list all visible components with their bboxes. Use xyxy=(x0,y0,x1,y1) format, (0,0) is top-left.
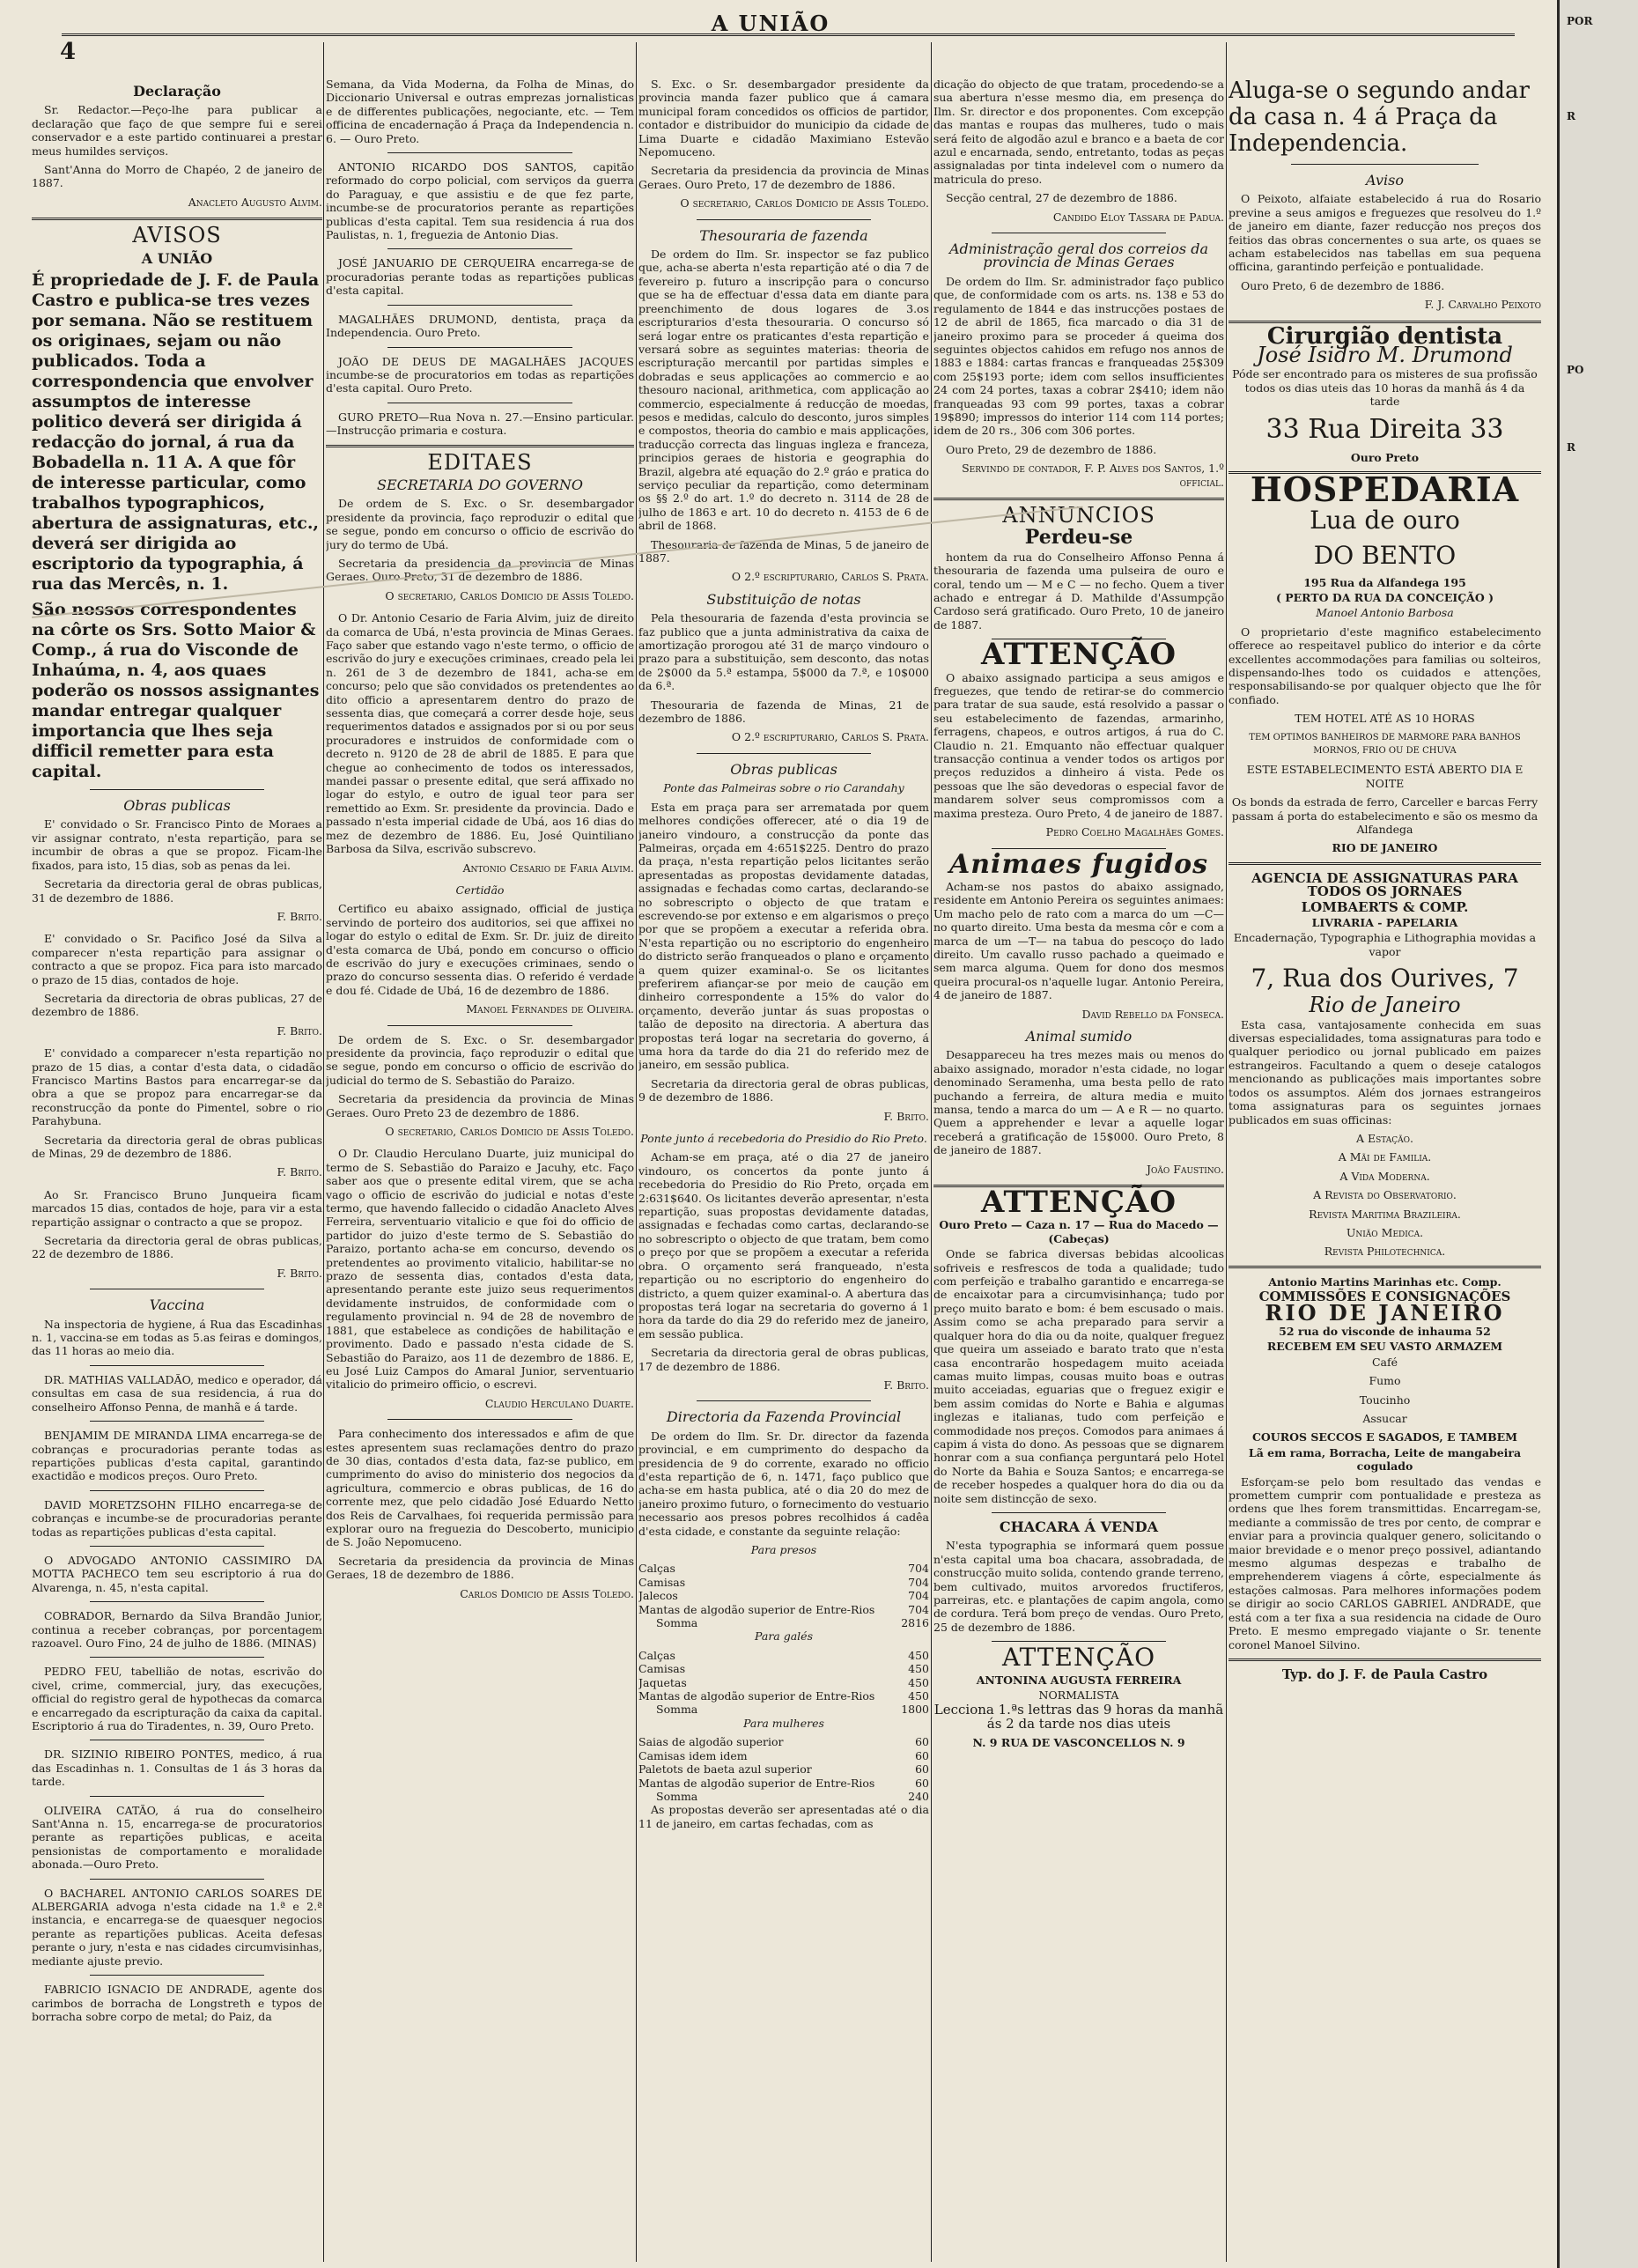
declaracao-title: Declaração xyxy=(133,83,221,100)
thesouraria-date: Thesouraria de fazenda de Minas, 5 de janeiro de 1887. xyxy=(638,537,929,565)
hospedaria-baths: TEM OPTIMOS BANHEIROS DE MARMORE PARA BANHOS MORNOS, FRIO OU DE CHUVA xyxy=(1249,732,1521,756)
item-name: Somma xyxy=(656,1789,698,1803)
livraria-label: LIVRARIA - PAPELARIA xyxy=(1311,916,1458,930)
professional-card: DAVID MORETZSOHN FILHO encarrega-se de cobranças e incumbe-se de procuradorias perante todas as repartições publicas d'esta capital. xyxy=(32,1497,322,1539)
item-qty: 704 xyxy=(908,1602,929,1616)
lombaerts-name: LOMBAERTS & COMP. xyxy=(1301,898,1469,915)
professional-card: DR. MATHIAS VALLADÃO, medico e operador, dá consultas em casa de sua residencia, á rua do conselheiro Affonso Penna, de manhã e á tarde. xyxy=(32,1372,322,1414)
substituicao-heading: Substituição de notas xyxy=(706,590,861,608)
item-qty: 704 xyxy=(908,1589,929,1603)
inhauma-address: 52 rua do visconde de inhauma 52 xyxy=(1279,1324,1491,1338)
obras-item-secretaria: Secretaria da directoria de obras publicas, 27 de dezembro de 1886. xyxy=(32,991,322,1019)
table-row xyxy=(638,1649,929,1662)
aviso-date: Ouro Preto, 6 de dezembro de 1886. xyxy=(1241,278,1445,292)
obras-item-signature: F. Brito. xyxy=(277,1023,322,1038)
professional-card: ANTONIO RICARDO DOS SANTOS, capitão reformado do corpo policial, com serviços da guerra do Paraguay, e que assistiu e de que fez parte, incumbe-se de procuratorios perante as repartições publicas d'esta capital. Tem sua residencia á rua dos Paulistas, n. 1, freguezia de Antonio Dias. xyxy=(326,160,634,242)
vaccina-heading: Vaccina xyxy=(149,1297,205,1314)
dentist-address: 33 Rua Direita 33 xyxy=(1265,413,1504,445)
obras-item-text: E' convidado o Sr. Francisco Pinto de Moraes a vir assignar contrato, n'esta repartição, para se incumbir de obras a que se propoz. Ficam-lhe fixados, para isto, 15 dias, sob as penas da lei. xyxy=(32,817,322,872)
item-name: Calças xyxy=(638,1562,675,1576)
divider xyxy=(90,1975,264,1976)
column-divider xyxy=(1226,42,1227,2262)
thesouraria-signature: O 2.º escripturario, Carlos S. Prata. xyxy=(731,570,929,584)
aviso-text: O Peixoto, alfaiate estabelecido á rua do Rosario previne a seus amigos e freguezes que resolveu do 1.º de janeiro em diante, fazer reducção nos preços dos feitios das obras concernentes o sua arte, os quaes se acham estabelecidos nas tabellas em sua pequena officina, garantindo perfeição e pontualidade. xyxy=(1228,192,1541,274)
divider xyxy=(933,498,1224,500)
marinhas-text: Esforçam-se pelo bom resultado das vendas e promettem cumprir com pontualidade e presteza as ordens que lhes forem transmittidas. Encarregam-se, mediante a commissão de tres por cento, de comprar e enviar para a provincia qualquer genero, solicitando o maior brevidade e o menor preço possivel, adiantando mesmo algumas despezas e trabalho de emprehenderem viagens á côrte, especialmente ás estações calmosas. Para melhores informações podem se dirigir ao socio CARLOS GABRIEL ANDRADE, que está com a ter fixa a sua residencia na cidade de Ouro Preto. E mesmo empregado viajante o Sr. tenente coronel Manoel Silvino. xyxy=(1228,1474,1541,1651)
divider xyxy=(697,753,871,754)
column-4 xyxy=(933,78,1224,2262)
edge-text: R xyxy=(1567,441,1575,454)
table-row xyxy=(638,1562,929,1575)
declaracao-signature: Anacleto Augusto Alvim. xyxy=(188,195,322,209)
table-row xyxy=(638,1703,929,1716)
continued-text: Semana, da Vida Moderna, da Folha de Minas, do Diccionario Universal e outras emprezas jornalisticas e de differentes publicações, negociante, etc. — Tem officina de encadernação á Praça da Independencia n. 6. — Ouro Preto. xyxy=(326,78,634,145)
rio-heading: RIO DE JANEIRO xyxy=(1265,1299,1505,1326)
obras-text: Acham-se em praça, até o dia 27 de janeiro vindouro, os concertos da ponte junto á recebedoria do Presidio do Rio Preto, orçada em 2:631$640. Os licitantes deverão apresentar, n'esta repartição, suas propostas devidamente datadas, assignadas e fechadas como cartas, declarando-se no sobrescripto o objecto de que tratam, bem como o preço por que se propõem a executar a referida obra. O orçamento será franqueado, n'esta repartição ou no escriptorio do engenheiro do districto, a quem quizer examinal-o. A abertura das propostas terá logar na secretaria do governo á 1 hora da tarde do dia 29 do referido mez de janeiro, em sessão publica. xyxy=(638,1150,929,1341)
la-line: Lã em rama, Borracha, Leite de mangabeira cogulado xyxy=(1248,1445,1522,1474)
professional-card: BENJAMIM DE MIRANDA LIMA encarrega-se de cobranças e procuradorias perante todas as repartições publicas d'esta capital, garantindo exactidão e modicos preços. Ouro Preto. xyxy=(32,1429,322,1483)
masthead-bar xyxy=(26,4,1515,65)
edital-signature: Antonio Cesario de Faria Alvim. xyxy=(462,861,634,875)
correspondents-notice: São nossos correspondentes na côrte os Srs. Sotto Maior & Comp., á rua do Visconde de Inhaúma, n. 4, aos quaes poderão os nossos assignantes mandar entregar qualquer importancia que lhes seja difficil remetter para esta capital. xyxy=(32,600,320,782)
column-divider xyxy=(323,42,324,2262)
divider xyxy=(90,1796,264,1797)
divider xyxy=(387,1025,572,1026)
thesouraria-text: De ordem do Ilm. Sr. inspector se faz publico que, acha-se aberta n'esta repartição até o dia 7 de fevereiro p. futuro a inscripção para o concurso que se ha de effectuar d'essa data em diante para preenchimento de dous logares de 3.os escripturarios d'esta thesouraria. O concurso só será logar entre os praticantes d'esta repartição e versará sobre as seguintes materias: theoria de escripturação mercantil por partidas simples e dobradas e seus applicações ao commercio e ao thesouro nacional, arithmetica, com applicação ao commercio, especialmente á reducção de moedas, pesos e medidas, calculo do desconto, juros simples e compostos, theoria do cambio e mais applicações, traducção correcta das linguas ingleza e franceza, principios geraes de historia e geographia do Brazil, algebra até equação do 2.º gráo e pratica do serviço peculiar da repartição, como determinam os §§ 2.º do art. 1.º do decreto n. 3114 de 28 de julho de 1863 e art. 10 do decreto n. 4153 de 6 de abril de 1868. xyxy=(638,247,929,533)
edital-secretaria: Secretaria da presidencia da provincia de Minas Geraes. Ouro Preto 23 de dezembro de 1886. xyxy=(326,1092,634,1119)
agencia-text: Esta casa, vantajosamente conhecida em suas diversas especialidades, toma assignaturas para todo e qualquer periodico ou jornal publicado em paizes estrangeiros. Facultando a quem o deseje catalogos mencionando as publicações mais importantes sobre todos os assumptos. Além dos jornaes estrangeiros toma assignaturas para os seguintes jornaes publicados em suas officinas: xyxy=(1228,1017,1541,1127)
table-row xyxy=(638,1790,929,1803)
divider xyxy=(1228,862,1541,865)
directoria-tail: As propostas deverão ser apresentadas até o dia 11 de janeiro, em cartas fechadas, com as xyxy=(638,1803,929,1830)
attencao-signature: Pedro Coelho Magalhães Gomes. xyxy=(1045,825,1224,839)
casa-text: Onde se fabrica diversas bebidas alcoolicas sofriveis e resfrescos de toda a qualidade; tudo com perfeição e trabalho garantido e encarrega-se de encaixotar para a circumvisinhança; tudo por preço muito barato e bom: é bem escusado o mais. Assim como se acha preparado para servir a qualquer hora do dia ou da noite, qualquer freguez que queira um asseiado e barato trato que n'esta casa encontrarão hospedagem muito aceiada camas muito limpas, cousas muito boas e outras muito acceiadas, eguarias que o freguez exigir e bem assim comidas do Norte e Bahia e algumas inglezas e italianas, tudo com perfeição e commodidade nos preços. Comodos para animaes á capim á vista do dono. As pessoas que se dignarem honrar com a sua confiança perguntará pelo Hotel do Norte da Bahia e Souza Santos; e encarrega-se de receber hospedes a qualquer hora do dia ou da noite sem distincção de sexo. xyxy=(933,1247,1224,1505)
obras-item-signature: F. Brito. xyxy=(277,1266,322,1280)
professional-card: FABRICIO IGNACIO DE ANDRADE, agente dos carimbos de borracha de Longstreth e typos de borracha sobre corpo de metal; do Paiz, da xyxy=(32,1983,322,2023)
edital-text: O Dr. Antonio Cesario de Faria Alvim, juiz de direito da comarca de Ubá, n'esta provincia de Minas Geraes. Faço saber que estando vago n'este termo, o officio de escrivão do jury e execuções criminaes, creado pela lei n. 261 de 3 de dezembro de 1841, acha-se em concurso; pelo que são convidados os pretendentes ao dito officio a apresentarem dentro do prazo de sessenta dias, que começará a correr desde hoje, seus requerimentos datados e assignados por si ou por seus procuradores e instruidos de conformidade com o decreto n. 9120 de 28 de abril de 1885. E para que chegue ao conhecimento de todos os interessados, mandei passar o presente edital, que será affixado no logar do estylo, e outro de igual teor para ser remettido ao Exm. Sr. presidente da provincia. Dado e passado n'esta imperial cidade de Ubá, aos 16 dias do mez de dezembro de 1886. Eu, José Quintiliano Barbosa da Silva, escrivão subscrevo. xyxy=(326,611,634,856)
item-qty: 450 xyxy=(908,1689,929,1703)
aviso-signature: F. J. Carvalho Peixoto xyxy=(1424,298,1541,312)
substituicao-signature: O 2.º escripturario, Carlos S. Prata. xyxy=(731,730,929,744)
casa-address: Ouro Preto — Caza n. 17 — Rua do Macedo — (Cabeças) xyxy=(939,1218,1219,1245)
attencao-heading: ATTENÇÃO xyxy=(981,1185,1177,1221)
item-qty: 1800 xyxy=(901,1703,929,1717)
editaes-heading: EDITAES xyxy=(427,449,533,475)
table-row xyxy=(638,1676,929,1689)
correios-date: Ouro Preto, 29 de dezembro de 1886. xyxy=(946,442,1157,456)
edital-text: De ordem de S. Exc. o Sr. desembargador presidente da provincia, faço reproduzir o edital que se segue, pondo em concurso o officio de escrivão do jury do termo de Ubá. xyxy=(326,497,634,551)
continued-text: dicação do objecto de que tratam, procedendo-se a sua abertura n'esse mesmo dia, em presença do Ilm. Sr. director e dos proponentes. Com excepção das mantas e roupas das mulheres, tudo o mais será feito de algodão azul e branco e a baeta de cor azul e encarnada, sendo, entretanto, todas as peças assignaladas por tinta indelevel com o numero da matricula do preso. xyxy=(933,78,1224,186)
dentist-text: Póde ser encontrado para os misteres de sua profissão todos os dias uteis das 10 horas da manhã ás 4 da tarde xyxy=(1232,367,1538,409)
journal-item: A Revista do Observatorio. xyxy=(1313,1188,1457,1202)
seccao-date: Secção central, 27 de dezembro de 1886. xyxy=(946,191,1177,205)
mulheres-table xyxy=(638,1735,929,1803)
divider xyxy=(387,152,572,153)
notice-signature: O secretario, Carlos Domicio de Assis Toledo. xyxy=(680,196,929,211)
edital-text: O Dr. Claudio Herculano Duarte, juiz municipal do termo de S. Sebastião do Paraizo e Jacuhy, etc. Faço saber aos que o presente edital virem, que se acha vago o officio de escrivão do judicial e notas d'este termo, que havendo fallecido o cidadão Anacleto Alves Ferreira, serventuario vitalicio e que foi do officio de partidor do juizo d'este termo de S. Sebastião do Paraizo, portanto acha-se em concurso, devendo os pretendentes ao provimento vitalicio, habilitar-se no prazo de sessenta dias, contados d'esta data, apresentando perante este juizo seus requerimentos devidamente instruidos, de conformidade com o regulamento provincial n. 94 de 28 de novembro de 1881, que estabelece as condições de habilitação e provimento. Dado e passado n'esta cidade de S. Sebastião do Paraizo, aos 11 de dezembro de 1886. E, eu José Luiz Campos do Amaral Junior, serventuario vitalicio do primeiro officio, o escrevi. xyxy=(326,1147,634,1392)
divider xyxy=(697,1400,871,1401)
column-3 xyxy=(638,78,929,2262)
substituicao-text: Pela thesouraria de fazenda d'esta provincia se faz publico que a junta administrativa da caixa de amortização prorogou até 31 de março vindouro o prazo para a substituição, sem desconto, das notas de 2$000 da 5.ª estampa, 5$000 da 7.ª, e 10$000 da 6.ª. xyxy=(638,611,929,693)
cirurgiao-heading: Cirurgião dentista xyxy=(1266,322,1503,350)
divider xyxy=(90,1879,264,1880)
obras-secretaria: Secretaria da directoria geral de obras publicas, 17 de dezembro de 1886. xyxy=(638,1346,929,1373)
commissoes-heading: COMMISSÕES E CONSIGNAÇÕES xyxy=(1258,1289,1511,1305)
item-name: Mantas de algodão superior de Entre-Rios xyxy=(638,1776,875,1790)
table-row xyxy=(638,1589,929,1602)
dentist-city: Ouro Preto xyxy=(1350,450,1420,464)
animaes-text: Acham-se nos pastos do abaixo assignado, residente em Antonio Pereira os seguintes animaes: Um macho pelo de rato com a marca do um —C— no quarto direito. Uma besta da mesma côr e com a marca de um —T— na tabua do pescoço do lado direito. Um cavallo russo pachado a queimado e sem marca alguma. Quem for dono dos mesmos queira procural-os n'aquelle lugar. Antonio Pereira, 4 de janeiro de 1887. xyxy=(933,879,1224,1002)
item-qty: 2816 xyxy=(901,1616,929,1630)
hospedaria-owner: Manoel Antonio Barbosa xyxy=(1316,606,1454,620)
divider xyxy=(387,248,572,249)
obras-item-text: E' convidado a comparecer n'esta repartição no prazo de 15 dias, a contar d'esta data, o cidadão Francisco Martins Bastos para encarregar-se da obra a que se propoz para encarregar-se da reconstrucção da ponte do Pimentel, sobre o rio Parahybuna. xyxy=(32,1046,322,1128)
edital-text: De ordem de S. Exc. o Sr. desembargador presidente da provincia, faço reproduzir o edital que se segue, pondo em concurso o officio de escrivão do judicial do termo de S. Sebastião do Paraizo. xyxy=(326,1032,634,1087)
professional-card: O BACHAREL ANTONIO CARLOS SOARES DE ALBERGARIA advoga n'esta cidade na 1.ª e 2.ª instancia, e encarrega-se de quaesquer negocios perante as repartições publicas. Aceita defesas perante o jury, n'esta e nas cidades circumvisinhas, mediante ajuste previo. xyxy=(32,1886,322,1968)
chacara-heading: CHACARA Á VENDA xyxy=(999,1518,1159,1535)
divider xyxy=(1228,1266,1541,1268)
goods-item: Assucar xyxy=(1362,1412,1407,1425)
table-row xyxy=(638,1762,929,1776)
item-qty: 450 xyxy=(908,1648,929,1662)
obras-item-signature: F. Brito. xyxy=(277,909,322,923)
professional-card: COBRADOR, Bernardo da Silva Brandão Junior, continua a receber cobranças, por porcentagem razoavel. Ouro Fino, 24 de julho de 1886. (MINAS) xyxy=(32,1609,322,1650)
goods-item: Fumo xyxy=(1369,1374,1401,1388)
encadernacao-text: Encadernação, Typographia e Lithographia movidas a vapor xyxy=(1233,931,1537,958)
item-qty: 450 xyxy=(908,1662,929,1676)
item-name: Camisas idem idem xyxy=(638,1748,748,1762)
professional-card: JOSÉ JANUARIO DE CERQUEIRA encarrega-se de procuradorias perante todas as repartições publicas d'esta capital. xyxy=(326,256,634,298)
item-qty: 60 xyxy=(915,1748,929,1762)
table-row xyxy=(638,1662,929,1675)
table-row xyxy=(638,1603,929,1616)
professional-card: JOÃO DE DEUS DE MAGALHÃES JACQUES incumbe-se de procuratorios em todas as repartições d'esta capital. Ouro Preto. xyxy=(326,354,634,395)
declaracao-text: Sr. Redactor.—Peço-lhe para publicar a declaração que faço de que sempre fui e serei conservador e a este partido continuarei a prestar meus humildes serviços. xyxy=(32,103,322,158)
marinhas-name: Antonio Martins Marinhas etc. Comp. xyxy=(1268,1274,1502,1289)
divider xyxy=(992,1641,1166,1642)
normalista-label: NORMALISTA xyxy=(1038,1688,1119,1703)
agencia-heading: AGENCIA DE ASSIGNATURAS PARA TODOS OS JORNAES xyxy=(1251,869,1518,900)
item-qty: 704 xyxy=(908,1562,929,1576)
obras-item-secretaria: Secretaria da directoria geral de obras publicas de Minas, 29 de dezembro de 1886. xyxy=(32,1133,322,1160)
antonina-name: ANTONINA AUGUSTA FERREIRA xyxy=(976,1673,1182,1687)
rio-script: Rio de Janeiro xyxy=(1309,993,1461,1018)
hospedaria-open: ESTE ESTABELECIMENTO ESTÁ ABERTO DIA E NOITE xyxy=(1246,763,1524,790)
presos-table xyxy=(638,1562,929,1629)
obras-item-signature: F. Brito. xyxy=(277,1165,322,1179)
obras-item-secretaria: Secretaria da directoria geral de obras publicas, 22 de dezembro de 1886. xyxy=(32,1234,322,1261)
attencao-heading: ATTENÇÃO xyxy=(981,637,1177,673)
item-name: Mantas de algodão superior de Entre-Rios xyxy=(638,1602,875,1616)
divider xyxy=(1228,1659,1541,1661)
aviso-heading: Aviso xyxy=(1366,172,1404,188)
edital-signature: O secretario, Carlos Domicio de Assis Toledo. xyxy=(385,1125,634,1138)
hospedaria-text: O proprietario d'este magnifico estabelecimento offerece ao respeitavel publico do interior e da côrte excellentes accommodações para familias ou solteiros, dispensando-lhes todo os cuidados e attenções, responsabilisando-se por qualquer objecto que lhe fôr confiado. xyxy=(1228,624,1541,706)
divider xyxy=(387,347,572,348)
masthead-rule xyxy=(62,33,1515,36)
correios-signature: Servindo de contador, F. P. Alves dos Santos, 1.º official. xyxy=(962,462,1224,489)
column-divider xyxy=(931,42,932,2262)
item-name: Jalecos xyxy=(638,1589,678,1603)
item-name: Paletots de baeta azul superior xyxy=(638,1762,812,1777)
sumido-text: Desappareceu ha tres mezes mais ou menos do abaixo assignado, morador n'esta cidade, no logar denominado Seramenha, uma besta pello de rato puchando a ferreira, de altura media e muito mansa, tendo a marca do um — A e R — no quarto. Quem a apprehender e levar a aquelle logar receberá a gratificação de 15$000. Ouro Preto, 8 de janeiro de 1887. xyxy=(933,1048,1224,1157)
correios-text: De ordem do Ilm. Sr. administrador faço publico que, de conformidade com os arts. ns. 138 e 53 do regulamento de 1844 e das instrucções postaes de 12 de abril de 1865, fica marcado o dia 31 de janeiro proximo para se proceder á queima dos seguintes objectos cahidos em refugo nos annos de 1883 e 1884: cartas francas e franqueadas 25$309 com 25$193 porte; idem com sellos insufficientes 24 com 24 portes, taxas a cobrar 2$410; idem não franqueadas 93 com 99 portes, taxas a cobrar 19$890; impressos do interior 114 com 114 portes; idem de 20 rs., 306 com 306 portes. xyxy=(933,274,1224,438)
item-name: Camisas xyxy=(638,1575,686,1589)
edital-signature: Carlos Domicio de Assis Toledo. xyxy=(460,1586,634,1600)
journal-item: Revista Maritima Brazileira. xyxy=(1309,1207,1461,1221)
professional-card: MAGALHÃES DRUMOND, dentista, praça da Independencia. Ouro Preto. xyxy=(326,312,634,340)
table-row xyxy=(638,1616,929,1629)
item-qty: 450 xyxy=(908,1675,929,1689)
hospedaria-city: RIO DE JANEIRO xyxy=(1332,841,1438,855)
item-qty: 60 xyxy=(915,1776,929,1790)
item-name: Jaquetas xyxy=(638,1675,687,1689)
notice-text: S. Exc. o Sr. desembargador presidente da provincia manda fazer publico que á camara municipal foram concedidos os officios de partidor, contador e distribuidor do municipio da cidade de Lima Duarte e cidadão Maximiano Estevão Nepomuceno. xyxy=(638,78,929,159)
certidao-heading: Certidão xyxy=(455,883,505,897)
annuncios-heading: ANNUNCIOS xyxy=(1002,502,1155,528)
item-qty: 60 xyxy=(915,1735,929,1749)
typographia-imprint: Typ. do J. F. de Paula Castro xyxy=(1281,1666,1488,1682)
journal-item: A Estação. xyxy=(1355,1131,1414,1145)
obras-signature: F. Brito. xyxy=(883,1378,929,1392)
item-name: Somma xyxy=(656,1616,698,1630)
column-5 xyxy=(1228,78,1541,2262)
divider xyxy=(32,218,322,220)
secretaria-heading: SECRETARIA DO GOVERNO xyxy=(376,476,583,493)
table-row xyxy=(638,1735,929,1748)
item-name: Saias de algodão superior xyxy=(638,1735,784,1749)
table-row xyxy=(638,1777,929,1790)
substituicao-date: Thesouraria de fazenda de Minas, 21 de dezembro de 1886. xyxy=(638,698,929,726)
antonina-address: N. 9 RUA DE VASCONCELLOS N. 9 xyxy=(972,1736,1185,1750)
lecciona-text: Lecciona 1.ªs lettras das 9 horas da manhã ás 2 da tarde nos dias uteis xyxy=(933,1702,1224,1732)
professional-card: O ADVOGADO ANTONIO CASSIMIRO DA MOTTA PACHECO tem seu escriptorio á rua do Alvarenga, n. 45, n'esta capital. xyxy=(32,1553,322,1594)
divider xyxy=(90,1657,264,1658)
declaracao-date: Sant'Anna do Morro de Chapéo, 2 de janeiro de 1887. xyxy=(32,163,322,190)
divider xyxy=(90,1490,264,1491)
divider xyxy=(1291,164,1479,165)
avisos-heading: AVISOS xyxy=(132,223,222,248)
edital-text: Para conhecimento dos interessados e afim de que estes apresentem suas reclamações dentro do prazo de 30 dias, contados d'esta data, faz-se publico, em cumprimento do aviso do ministerio dos negocios da agricultura, commercio e obras publicas, de 16 do corrente mez, que pelo cidadão José Eduardo Netto dos Reis de Carvalhaes, foi requerida permissão para explorar ouro na freguezia do Descoberto, municipio de S. João Nepomuceno. xyxy=(326,1427,634,1549)
edital-signature: O secretario, Carlos Domicio de Assis Toledo. xyxy=(385,588,634,602)
uniao-heading: A UNIÃO xyxy=(141,249,213,267)
divider xyxy=(90,1546,264,1547)
edital-signature: Manoel Fernandes de Oliveira. xyxy=(466,1002,634,1016)
gales-heading: Para galés xyxy=(755,1629,813,1644)
vaccina-text: Na inspectoria de hygiene, á Rua das Escadinhas n. 1, vaccina-se em todas as 5.as feiras e domingos, das 11 horas ao meio dia. xyxy=(32,1317,322,1358)
item-qty: 704 xyxy=(908,1575,929,1589)
obras-item-text: E' convidado o Sr. Pacifico José da Silva a comparecer n'esta repartição para assignar o contracto a que se propoz. Fica para isto marcado o prazo de 15 dias, contados de hoje. xyxy=(32,932,322,986)
hospedaria-hours: TEM HOTEL ATÉ AS 10 HORAS xyxy=(1295,712,1475,726)
hospedaria-heading: HOSPEDARIA xyxy=(1250,469,1520,510)
thesouraria-heading: Thesouraria de fazenda xyxy=(699,226,868,244)
journal-item: União Medica. xyxy=(1346,1225,1424,1239)
directoria-heading: Directoria da Fazenda Provincial xyxy=(666,1408,902,1426)
hospedaria-address: 195 Rua da Alfandega 195 xyxy=(1303,575,1466,589)
hospedaria-subname: DO BENTO xyxy=(1313,540,1457,570)
journal-item: A Vida Moderna. xyxy=(1339,1169,1430,1183)
column-1 xyxy=(32,78,322,2262)
notice-secretaria: Secretaria da presidencia da provincia de Minas Geraes. Ouro Preto, 17 de dezembro de 1886. xyxy=(638,164,929,191)
item-qty: 240 xyxy=(908,1789,929,1803)
table-row xyxy=(638,1576,929,1589)
divider xyxy=(992,1512,1166,1513)
hospedaria-near: ( PERTO DA RUA DA CONCEIÇÃO ) xyxy=(1275,590,1494,604)
divider xyxy=(697,219,871,220)
divider xyxy=(90,789,264,790)
obras-item-text: Ao Sr. Francisco Bruno Junqueira ficam marcados 15 dias, contados de hoje, para vir a esta repartição assignar o contracto a que se propoz. xyxy=(32,1187,322,1229)
animaes-heading: Animaes fugidos xyxy=(948,848,1209,880)
column-divider xyxy=(636,42,637,2262)
obras-subheading: Ponte das Palmeiras sobre o rio Carandahy xyxy=(663,781,904,795)
obras-secretaria: Secretaria da directoria geral de obras publicas, 9 de dezembro de 1886. xyxy=(638,1076,929,1104)
mulheres-heading: Para mulheres xyxy=(743,1716,824,1730)
item-name: Somma xyxy=(656,1703,698,1717)
goods-item: Toucinho xyxy=(1359,1393,1411,1407)
professional-card: OLIVEIRA CATÃO, á rua do conselheiro Sant'Anna n. 15, encarrega-se de procuratorios perante as repartições publicas, e aceita pensionistas de comportamento e moralidade abonada.—Ouro Preto. xyxy=(32,1803,322,1872)
perdeu-heading: Perdeu-se xyxy=(1024,526,1133,550)
journal-item: Revista Philotechnica. xyxy=(1324,1245,1446,1259)
column-2 xyxy=(326,78,634,2262)
aluga-ad: Aluga-se o segundo andar da casa n. 4 á Praça da Independencia. xyxy=(1228,78,1530,157)
obras-heading: Obras publicas xyxy=(730,760,837,778)
masthead-title: A UNIÃO xyxy=(711,11,830,36)
obras-text: Esta em praça para ser arrematada por quem melhores condições offerecer, até o dia 19 de janeiro vindouro, a construcção da ponte das Palmeiras, orçada em 4:651$225. Dentro do prazo da praça, n'esta repartição pelos licitantes serão apresentadas as propostas devidamente datadas, assignadas e fechadas como cartas, declarando-se no sobrescripto o objecto de que tratam e escrevendo-se por extenso e em algarismos o preço por que se propõem a executar a referida obra. N'esta repartição ou no escriptorio do engenheiro do districto serão franqueados o plano e orçamento a quem quizer examinal-o. Se os licitantes preferirem afiançar-se por meio de caução em dinheiro correspondente a 15% do valor do orçamento, deverão juntar ás suas propostas o talão de deposito na directoria. A abertura das propostas terá logar na secretaria do governo, á uma hora da tarde do dia 21 do referido mez de janeiro, em sessão publica. xyxy=(638,800,929,1072)
divider xyxy=(326,445,634,447)
correios-heading: Administração geral dos correios da provincia de Minas Geraes xyxy=(948,240,1208,271)
directoria-text: De ordem do Ilm. Sr. Dr. director da fazenda provincial, e em cumprimento do despacho da presidencia de 9 do corrente, exarado no officio d'esta repartição de 6, n. 1471, faço publico que acha-se em hasta publica, até o dia 20 do mez de janeiro proximo futuro, o fornecimento do vestuario necessario aos presos pobres recolhidos á cadêa d'esta cidade, e constante da seguinte relação: xyxy=(638,1429,929,1538)
divider xyxy=(387,305,572,306)
divider xyxy=(90,1365,264,1366)
professional-card: GURO PRETO—Rua Nova n. 27.—Ensino particular.—Instrucção primaria e costura. xyxy=(326,410,634,438)
item-qty: 60 xyxy=(915,1762,929,1777)
attencao-heading: ATTENÇÃO xyxy=(1001,1643,1156,1673)
divider xyxy=(90,1421,264,1422)
edge-text: POR xyxy=(1567,15,1593,27)
ourives-address: 7, Rua dos Ourives, 7 xyxy=(1251,964,1519,994)
page-number: 4 xyxy=(60,39,77,65)
perdeu-text: hontem da rua do Conselheiro Affonso Penna á thesouraria de fazenda uma pulseira de ouro e coral, tendo um — M e C — no fecho. Quem a tiver achado e entregar á D. Mathilde d'Assumpção Cardoso será gratificado. Ouro Preto, 10 de janeiro de 1887. xyxy=(933,550,1224,632)
chacara-text: N'esta typographia se informará quem possue n'esta capital uma boa chacara, assobradada, de construcção muito solida, contendo grande terreno, bem cultivado, muitos arvoredos fructiferos, parreiras, etc. e plantações de capim angola, como de cordura. Terá bom preço de vendas. Ouro Preto, 25 de dezembro de 1886. xyxy=(933,1539,1224,1634)
recebem-heading: RECEBEM EM SEU VASTO ARMAZEM xyxy=(1266,1340,1503,1354)
item-name: Camisas xyxy=(638,1662,686,1676)
hospedaria-name: Lua de ouro xyxy=(1310,505,1460,535)
obras-item-secretaria: Secretaria da directoria geral de obras publicas, 31 de dezembro de 1886. xyxy=(32,877,322,905)
presos-heading: Para presos xyxy=(750,1543,817,1556)
edge-text: PO xyxy=(1567,364,1584,376)
divider xyxy=(387,1419,572,1420)
obras-subheading: Ponte junto á recebedoria do Presidio do Rio Preto. xyxy=(640,1132,927,1146)
table-row xyxy=(638,1689,929,1703)
seccao-signature: Candido Eloy Tassara de Padua. xyxy=(1052,210,1224,224)
dentist-name: José Isidro M. Drumond xyxy=(1257,343,1513,368)
edital-text: Certifico eu abaixo assignado, official de justiça servindo de porteiro dos auditorios, sei que affixei no logar do estylo o edital de Exm. Sr. Dr. juiz de direito d'esta comarca de Ubá, pondo em concurso o officio de escrivão do jury e execuções criminaes, sendo o prazo do concurso sessenta dias. O referido é verdade e dou fé. Cidade de Ubá, 16 de dezembro de 1886. xyxy=(326,902,634,997)
uniao-notice: É propriedade de J. F. de Paula Castro e publica-se tres vezes por semana. Não se restituem os originaes, sejam ou não publicados. Toda a correspondencia que envolver assumptos de interesse politico deverá ser dirigida á redacção do jornal, á rua da Bobadella n. 11 A. A que fôr de interesse particular, como trabalhos typographicos, abertura de assignaturas, etc., deverá ser dirigida ao escriptorio da typographia, á rua das Mercês, n. 1. xyxy=(32,270,320,595)
adjacent-page-edge xyxy=(1557,0,1638,2268)
journal-item: A Mãi de Familia. xyxy=(1338,1150,1432,1164)
sumido-signature: João Faustino. xyxy=(1147,1162,1224,1176)
edge-text: R xyxy=(1567,110,1575,122)
gales-table xyxy=(638,1649,929,1717)
obras-heading: Obras publicas xyxy=(123,797,231,815)
sumido-heading: Animal sumido xyxy=(1025,1027,1133,1045)
item-name: Calças xyxy=(638,1648,675,1662)
animaes-signature: David Rebello da Fonseca. xyxy=(1081,1007,1224,1021)
couros-line: COUROS SECCOS E SAGADOS, E TAMBEM xyxy=(1251,1430,1518,1444)
edital-secretaria: Secretaria da presidencia da provincia de Minas Geraes, 18 de dezembro de 1886. xyxy=(326,1554,634,1582)
goods-item: Café xyxy=(1371,1355,1398,1369)
edital-signature: Claudio Herculano Duarte. xyxy=(484,1396,634,1410)
professional-card: PEDRO FEU, tabellião de notas, escrivão do civel, crime, commercial, jury, das execuções, official do registro geral de hypothecas da comarca e encarregado da escripturação da caixa da capital. Escriptorio á rua do Tiradentes, n. 39, Ouro Preto. xyxy=(32,1665,322,1732)
divider xyxy=(90,1601,264,1602)
hospedaria-bonds: Os bonds da estrada de ferro, Carceller e barcas Ferry passam á porta do estabelecimento e são os mesmo da Alfandega xyxy=(1231,795,1538,836)
table-row xyxy=(638,1749,929,1762)
item-name: Mantas de algodão superior de Entre-Rios xyxy=(638,1689,875,1703)
professional-card: DR. SIZINIO RIBEIRO PONTES, medico, á rua das Escadinhas n. 1. Consultas de 1 ás 3 horas da tarde. xyxy=(32,1747,322,1789)
edital-secretaria: Secretaria da presidencia da provincia de Minas Geraes. Ouro Preto, 31 de dezembro de 1886. xyxy=(326,556,634,584)
obras-signature: F. Brito. xyxy=(883,1109,929,1123)
attencao-text: O abaixo assignado participa a seus amigos e freguezes, que tendo de retirar-se do commercio para tratar de sua saude, está resolvido a passar o seu estabelecimento de fazendas, armarinho, ferragens, chapeos, e outros artigos, á rua do C. Claudio n. 21. Emquanto não effectuar qualquer transacção continua a vender todos os artigos por preços reduzidos a dinheiro á vista. Pede os pessoas que lhe são devedoras o especial favor de mandarem solver seus compromissos com a maxima presteza. Ouro Preto, 4 de janeiro de 1887. xyxy=(933,670,1224,820)
